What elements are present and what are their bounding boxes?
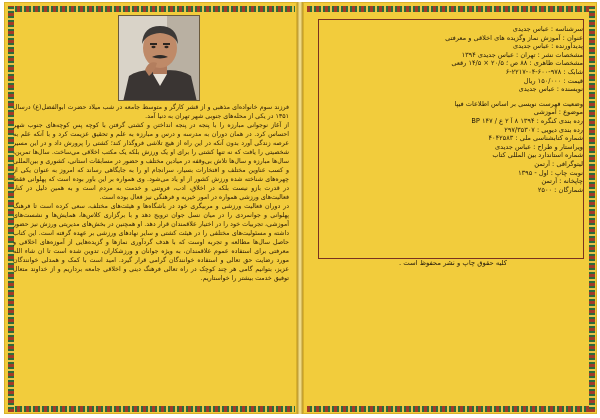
colophon-line: شابک : ۹۷۸-۶۰۰-۰۴-۲۲۱۷-۶ [505,67,583,76]
copyright-notice: کلیه حقوق چاپ و نشر محفوظ است . [398,259,508,267]
colophon-line: رده بندی دیویی : ۲۹۷/۳۵۳۰۷ [504,125,583,134]
author-photo [118,15,200,101]
side-border-ornament [589,6,595,412]
colophon-line: موضوع : آموزشی [533,108,583,117]
colophon-line: لیتوگرافی : آرتمن [534,159,583,168]
bio-paragraph: از آغاز نوجوانی مبارزه را با پنجه در پنجه انداختن و کشتی گرفتن با کوچه پس کوچه‌های جنوب شهر احساس کرد. در همان دوران به مدرسه و درس و مبارزه به علم و تحقیق عزیمت کرد و با آنکه علم به عرصه زندگی آورد بدون آنکه در این راه از هیچ تلاشی فروگذار کند؛ کشتی را پرورش داد و در این مسیر شخصیتی را یافت که نه تنها کشتی را برای او یک ورزش بلکه یک مکتب اخلاقی می‌ساخت. سال‌ها تمرین، سال‌ها مبارزه و سال‌ها تلاش بی‌وقفه در میادین مختلف و حضور در مسابقات استانی، کشوری و بین‌المللی و کسب عناوین مختلف و افتخارات بسیار، سرانجام او را به جایگاهی رساند که امروز به عنوان یکی از چهره‌های شناخته شده ورزش کشور از او یاد می‌شود. وی همواره بر این باور بوده است که پهلوانی فقط در قدرت بازو نیست بلکه در اخلاق، ادب، فروتنی و خدمت به مردم است و به همین دلیل در کنار فعالیت‌های ورزشی همواره در امور خیریه و فرهنگی نیز فعال بوده است. [13,122,289,201]
colophon-line: رده بندی کنگره : ۱۳۹۴ ۸ آ ۲ ع / ۱۴۷ BP [471,116,583,125]
bio-paragraph: فرزند سوم خانواده‌ای مذهبی و از قشر کارگر و متوسط جامعه در شب میلاد حضرت ابوالفضل(ع) درسال ۱۳۵۱ در یکی از محله‌های جنوبی شهر تهران به دنیا آمد. [13,104,289,120]
colophon-line: شمارگان : ۲۵۰۰ [537,185,583,194]
colophon-line: عنوان : آموزش نماز وگزیده های اخلاقی و معرفتی [445,33,583,42]
colophon-line: قیمت : ۱۵۰/۰۰۰ ریال [523,76,583,85]
colophon-line: پدیدآورنده : عباس جدیدی [512,42,583,51]
colophon-line: نویسنده : عباس جدیدی [518,85,583,94]
bottom-border-ornament [307,406,595,412]
bottom-border-ornament [8,406,295,412]
colophon-line: نوبت چاپ : اول - ۱۳۹۵ [518,168,583,177]
top-border-ornament [307,6,595,12]
right-page [303,2,597,414]
colophon-line: مشخصات نشر : تهران : عباس جدیدی ۱۳۹۴ [461,50,583,59]
top-border-ornament [8,6,295,12]
bio-paragraph: در دوران فعالیت ورزشی و مربیگری خود در باشگاه‌ها و هیئت‌های مختلف، سعی کرده است تا فرهنگ پهلوانی و جوانمردی را در میان نسل جوان ترویج دهد و با برگزاری کلاس‌ها، همایش‌ها و نشست‌های آموزشی، تجربیات خود را در اختیار علاقمندان قرار دهد. او همچنین در بخش‌های مدیریتی ورزش نیز حضور داشته و مسئولیت‌های مختلفی را در هیئت کشتی و سایر نهادهای ورزشی بر عهده گرفته است. این کتاب حاصل سال‌ها مطالعه و تجربه اوست که با هدف گردآوری نمازها و گزیده‌هایی از آموزه‌های اخلاقی و معرفتی برای استفاده عموم علاقمندان، به ویژه جوانان و ورزشکاران، تدوین شده است تا ان شاء الله مورد رضایت حق تعالی و استفاده خوانندگان گرامی قرار گیرد. امید است با کمک و همدلی خوانندگان عزیز، بتوانیم گامی هر چند کوچک در راه تعالی فرهنگ دینی و اخلاقی جامعه برداریم و از خداوند متعال توفیق خدمت بیشتر را خواستاریم. [13,203,289,282]
colophon-line: شماره کتابشناسی ملی : ۴۰۴۲۵۸۳ [488,134,583,143]
left-page [4,2,297,414]
colophon-line: چاپخانه : آرتمن [541,177,583,186]
colophon [323,25,583,257]
colophon-line: مشخصات ظاهری : ۸۸ ص ؛ ۲۰/۵ × ۱۴/۵ رقعی [451,59,583,68]
colophon-line: سرشناسه : عباس جدیدی [512,25,583,33]
colophon-line: ویراستار و طراح : عباس جدیدی [494,142,583,151]
author-biography [13,103,289,395]
colophon-line: وضعیت فهرست نویسی بر اساس اطلاعات فیپا [454,99,583,108]
colophon-line: شماره استاندارد بین المللی کتاب [492,151,583,160]
book-spread [4,2,597,414]
